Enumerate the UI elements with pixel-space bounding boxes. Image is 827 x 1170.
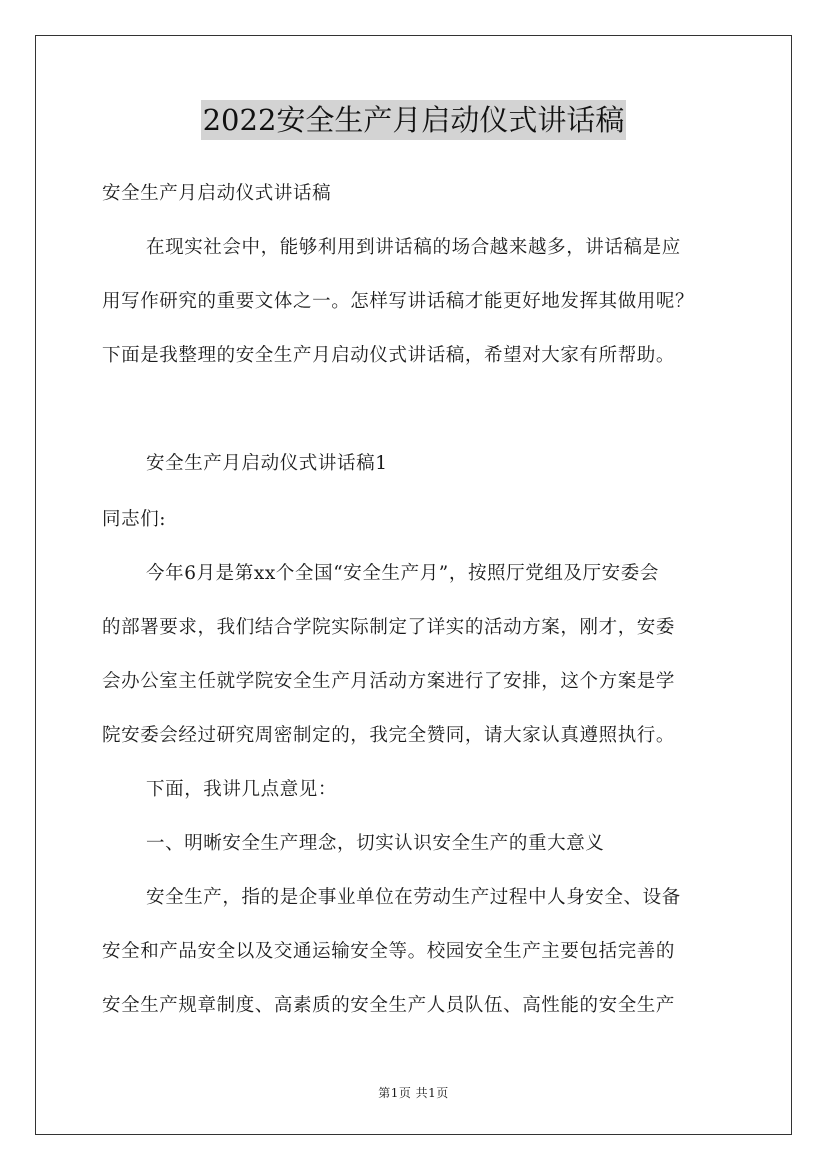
intro-line-1: 在现实社会中，能够利用到讲话稿的场合越来越多，讲话稿是应: [146, 237, 681, 258]
para2: 下面，我讲几点意见：: [146, 779, 338, 800]
intro-line-3: 下面是我整理的安全生产月启动仪式讲话稿，希望对大家有所帮助。: [102, 345, 676, 366]
para1-line-4: 院安委会经过研究周密制定的，我完全赞同，请大家认真遵照执行。: [102, 725, 676, 746]
page-footer: 第1页 共1页: [378, 1086, 449, 1100]
para1-line-1: 今年6月是第xx个全国“安全生产月”，按照厅党组及厅安委会: [146, 563, 659, 584]
section-heading: 安全生产月启动仪式讲话稿1: [146, 453, 388, 474]
salutation: 同志们:: [102, 509, 167, 530]
para3-line-2: 安全和产品安全以及交通运输安全等。校园安全生产主要包括完善的: [102, 941, 676, 962]
para1-line-2: 的部署要求，我们结合学院实际制定了详实的活动方案，刚才，安委: [102, 617, 676, 638]
document-subtitle: 安全生产月启动仪式讲话稿: [102, 183, 332, 204]
para3-line-1: 安全生产，指的是企事业单位在劳动生产过程中人身安全、设备: [146, 887, 681, 908]
intro-line-2: 用写作研究的重要文体之一。怎样写讲话稿才能更好地发挥其做用呢？: [102, 291, 695, 312]
point1-heading: 一、明晰安全生产理念，切实认识安全生产的重大意义: [146, 833, 605, 854]
title-wrap: [0, 100, 827, 140]
para1-line-3: 会办公室主任就学院安全生产月活动方案进行了安排，这个方案是学: [102, 671, 676, 692]
para3-line-3: 安全生产规章制度、高素质的安全生产人员队伍、高性能的安全生产: [102, 995, 676, 1016]
document-title: 2022安全生产月启动仪式讲话稿: [201, 100, 627, 140]
